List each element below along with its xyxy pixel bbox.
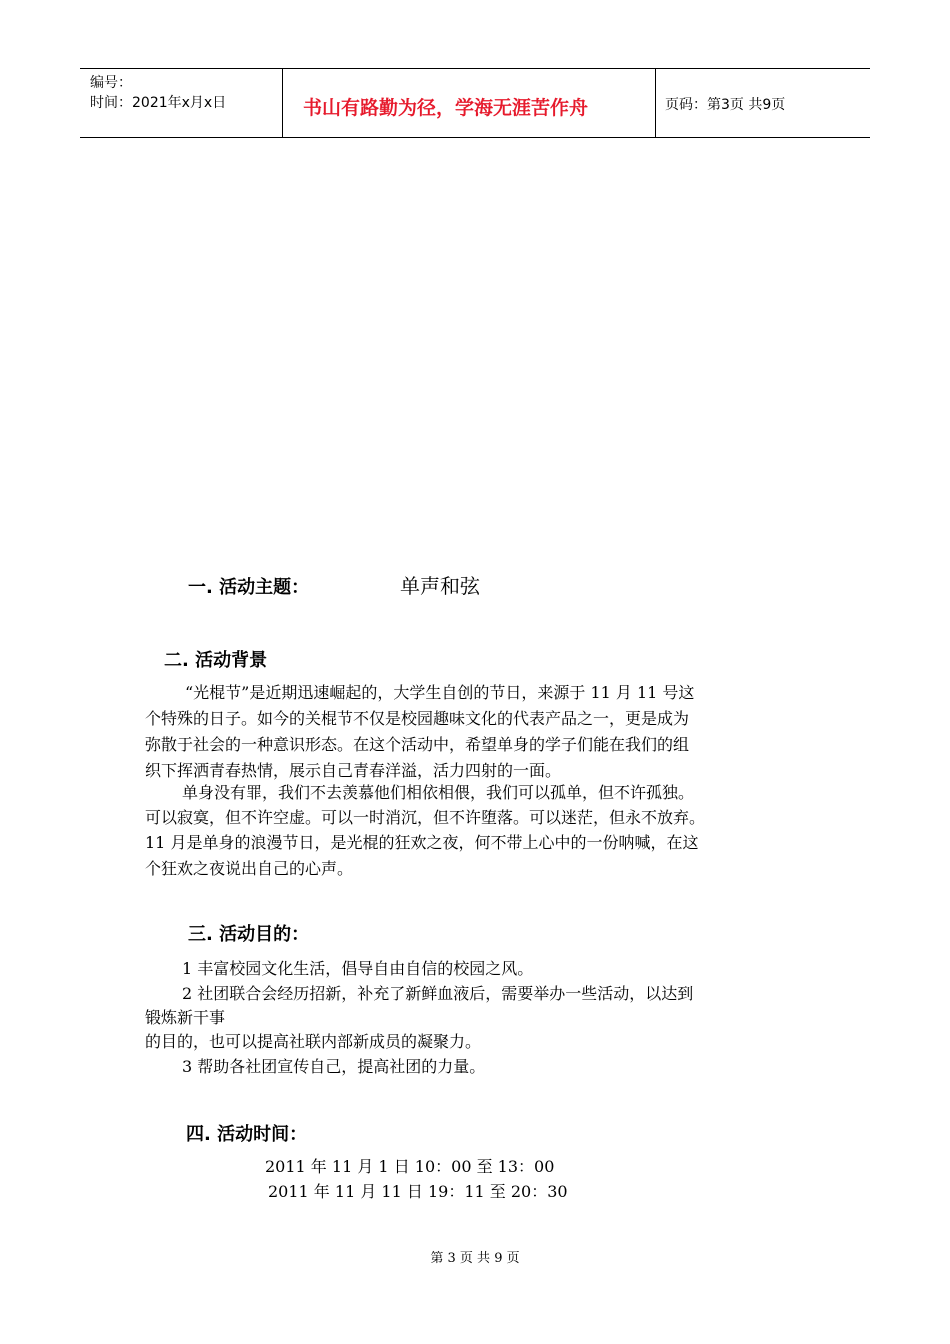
purpose-line: 锻炼新干事 bbox=[145, 1008, 226, 1027]
background-line: 可以寂寞，但不许空虚。可以一时消沉，但不许堕落。可以迷茫，但永不放弃。 bbox=[145, 808, 706, 827]
header-motto bbox=[282, 69, 656, 137]
time-line: 2011 年 11 月 1 日 10：00 至 13：00 bbox=[265, 1157, 555, 1176]
page-info-text: 页码：第3页 共9页 bbox=[665, 97, 786, 113]
page-header bbox=[80, 68, 870, 138]
header-page-info bbox=[655, 69, 870, 137]
background-line: “光棍节”是近期迅速崛起的，大学生自创的节日，来源于 11 月 11 号这 bbox=[185, 683, 695, 702]
background-line: 织下挥洒青春热情，展示自己青春洋溢，活力四射的一面。 bbox=[145, 761, 562, 780]
purpose-line: 的目的，也可以提高社联内部新成员的凝聚力。 bbox=[145, 1032, 482, 1051]
purpose-line: 2 社团联合会经历招新，补充了新鲜血液后，需要举办一些活动，以达到 bbox=[182, 984, 694, 1003]
background-line: 个狂欢之夜说出自己的心声。 bbox=[145, 859, 354, 878]
motto-text: 书山有路勤为径，学海无涯苦作舟 bbox=[303, 97, 589, 119]
background-line: 弥散于社会的一种意识形态。在这个活动中，希望单身的学子们能在我们的组 bbox=[145, 735, 690, 754]
theme-heading: 一. 活动主题： bbox=[188, 577, 310, 598]
background-line: 11 月是单身的浪漫节日，是光棍的狂欢之夜，何不带上心中的一份呐喊，在这 bbox=[145, 833, 699, 852]
header-meta bbox=[80, 69, 282, 137]
time-heading: 四. 活动时间： bbox=[186, 1124, 308, 1145]
purpose-heading: 三. 活动目的： bbox=[188, 924, 310, 945]
background-line: 个特殊的日子。如今的关棍节不仅是校园趣味文化的代表产品之一，更是成为 bbox=[145, 709, 690, 728]
background-heading: 二. 活动背景 bbox=[164, 650, 268, 671]
number-label: 编号： bbox=[90, 75, 132, 91]
purpose-line: 3 帮助各社团宣传自己，提高社团的力量。 bbox=[182, 1057, 486, 1076]
background-line: 单身没有罪，我们不去羡慕他们相依相偎，我们可以孤单，但不许孤独。 bbox=[182, 783, 695, 802]
time-line: 2011 年 11 月 11 日 19：11 至 20：30 bbox=[268, 1182, 568, 1201]
purpose-line: 1 丰富校园文化生活，倡导自由自信的校园之风。 bbox=[182, 959, 534, 978]
time-label: 时间：2021年x月x日 bbox=[90, 95, 227, 111]
page-footer: 第 3 页 共 9 页 bbox=[430, 1251, 520, 1266]
theme-value: 单声和弦 bbox=[400, 574, 480, 598]
